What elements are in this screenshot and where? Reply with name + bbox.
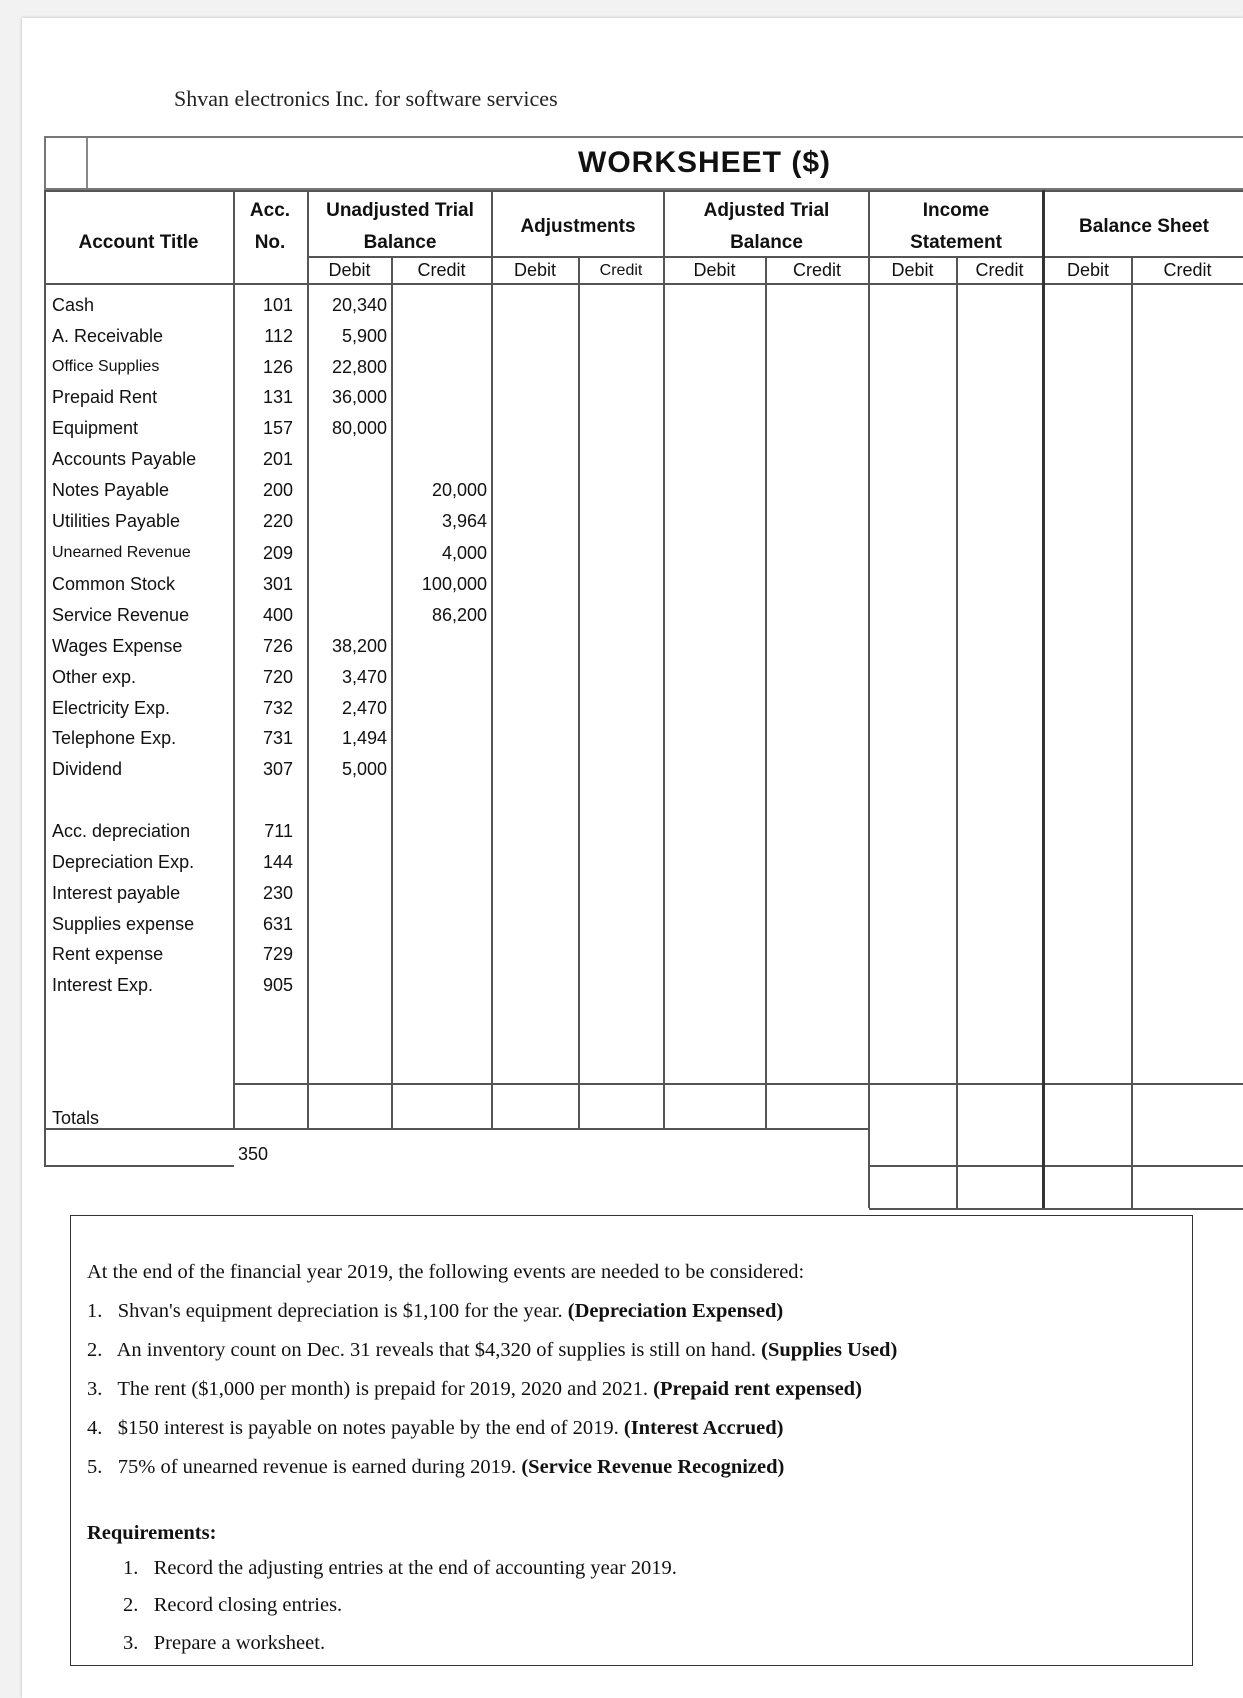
requirement-text: Record the adjusting entries at the end of accounting year 2019. (153, 1557, 677, 1579)
account-no-depreciation-exp: 144 (262, 852, 293, 872)
account-no-acc-depreciation: 711 (264, 821, 293, 841)
unadjusted-debit-cash: 20,340 (331, 295, 387, 315)
requirement-item (123, 1557, 677, 1580)
grid-line (44, 1165, 234, 1167)
requirements-title (87, 1522, 216, 1545)
account-no-dividend: 307 (262, 759, 293, 779)
unadjusted-debit-wages-expense: 38,200 (331, 636, 387, 656)
event-item (87, 1300, 783, 1323)
account-no-other-exp: 720 (262, 667, 293, 687)
account-no-office-supplies: 126 (262, 357, 293, 377)
event-text: $150 interest is payable on notes payable by the end of 2019. (117, 1417, 619, 1439)
account-title-service-revenue: Service Revenue (52, 605, 190, 625)
grid-line (1042, 190, 1045, 1208)
account-no-interest-payable: 230 (262, 883, 293, 903)
event-tag: (Supplies Used) (761, 1339, 898, 1361)
requirement-number: 3. (123, 1632, 139, 1654)
grid-line (44, 190, 869, 192)
unadjusted-debit-equipment: 80,000 (331, 418, 387, 438)
event-number: 4. (87, 1417, 103, 1439)
grid-line (1131, 256, 1133, 1208)
header-account-title: Account Title (78, 232, 199, 253)
account-no-prepaid-rent: 131 (262, 387, 293, 407)
grid-line (307, 190, 309, 1128)
unadjusted-credit-notes-payable: 20,000 (431, 480, 487, 500)
account-no-utilities-payable: 220 (262, 511, 293, 531)
subheader-credit: Credit (792, 260, 841, 280)
header-unadjusted-line2: Balance (363, 232, 437, 253)
account-title-depreciation-exp: Depreciation Exp. (52, 852, 195, 872)
grid-line (578, 256, 580, 1128)
header-adjusted-line2: Balance (730, 232, 803, 253)
unadjusted-credit-utilities-payable: 3,964 (441, 511, 487, 531)
subheader-credit: Credit (975, 260, 1024, 280)
grid-line (491, 190, 493, 1128)
header-income-line2: Statement (910, 232, 1002, 253)
requirement-text: Prepare a worksheet. (153, 1632, 326, 1654)
subheader-credit: Credit (1163, 260, 1212, 280)
grid-line (44, 283, 1243, 285)
account-title-equipment: Equipment (52, 418, 139, 438)
account-title-prepaid-rent: Prepaid Rent (52, 387, 158, 407)
account-no-common-stock: 301 (262, 574, 293, 594)
event-text: The rent ($1,000 per month) is prepaid for 2019, 2020 and 2021. (117, 1378, 648, 1400)
event-item (87, 1456, 784, 1479)
account-title-cash: Cash (52, 295, 95, 315)
account-title-other-exp: Other exp. (52, 667, 137, 687)
account-no-electricity-exp: 732 (262, 698, 293, 718)
unadjusted-debit-dividend: 5,000 (341, 759, 387, 779)
account-no-service-revenue: 400 (262, 605, 293, 625)
account-title-supplies-expense: Supplies expense (52, 914, 195, 934)
grid-line (956, 256, 958, 1208)
account-no-rent-expense: 729 (262, 944, 293, 964)
header-adjusted-line1: Adjusted Trial (703, 200, 830, 221)
account-no-wages-expense: 726 (262, 636, 293, 656)
event-number: 1. (87, 1300, 103, 1322)
header-unadjusted-line1: Unadjusted Trial (326, 200, 474, 221)
totals-label: Totals (52, 1108, 100, 1128)
account-no-unearned-revenue: 209 (262, 543, 293, 563)
event-tag: (Prepaid rent expensed) (653, 1378, 862, 1400)
subheader-debit: Debit (891, 260, 934, 280)
account-title-interest-exp: Interest Exp. (52, 975, 154, 995)
event-item (87, 1378, 862, 1401)
header-balance-sheet: Balance Sheet (1079, 216, 1209, 237)
account-title-dividend: Dividend (52, 759, 123, 779)
event-number: 2. (87, 1339, 103, 1361)
account-title-electricity-exp: Electricity Exp. (52, 698, 171, 718)
requirement-number: 1. (123, 1557, 139, 1579)
grid-line (391, 256, 393, 1128)
account-title-notes-payable: Notes Payable (52, 480, 170, 500)
event-number: 5. (87, 1456, 103, 1478)
account-title-acc-depreciation: Acc. depreciation (52, 821, 191, 841)
header-acc-no-line2: No. (254, 232, 286, 253)
unadjusted-debit-other-exp: 3,470 (341, 667, 387, 687)
header-income-line1: Income (922, 200, 990, 221)
grid-line (869, 1208, 1243, 1210)
event-text: Shvan's equipment depreciation is $1,100 for the year. (117, 1300, 563, 1322)
subheader-debit: Debit (693, 260, 736, 280)
account-title-office-supplies: Office Supplies (52, 358, 160, 375)
subheader-credit: Credit (599, 262, 643, 279)
event-item (87, 1339, 897, 1362)
company-name: Shvan electronics Inc. for software services (174, 86, 558, 111)
account-no-telephone-exp: 731 (262, 728, 293, 748)
event-text: 75% of unearned revenue is earned during 2019. (117, 1456, 517, 1478)
requirement-text: Record closing entries. (153, 1594, 343, 1616)
account-no-supplies-expense: 631 (262, 914, 293, 934)
requirement-item (123, 1594, 342, 1617)
subheader-debit: Debit (1066, 260, 1110, 280)
grid-line (233, 1083, 1243, 1085)
account-title-receivable: A. Receivable (52, 326, 164, 346)
notes-box (70, 1215, 1193, 1666)
requirement-item (123, 1632, 325, 1655)
account-title-telephone-exp: Telephone Exp. (52, 728, 177, 748)
requirement-number: 2. (123, 1594, 139, 1616)
account-title-rent-expense: Rent expense (52, 944, 164, 964)
account-no-equipment: 157 (262, 418, 293, 438)
notes-intro: At the end of the financial year 2019, the following events are needed to be considered: (87, 1261, 805, 1283)
event-item (87, 1417, 783, 1440)
event-text: An inventory count on Dec. 31 reveals that $4,320 of supplies is still on hand. (116, 1339, 757, 1361)
grid-line (765, 256, 767, 1128)
account-no-receivable: 112 (264, 326, 293, 346)
subheader-credit: Credit (417, 260, 466, 280)
subheader-debit: Debit (513, 260, 557, 280)
grid-line (233, 190, 235, 1128)
account-title-accounts-payable: Accounts Payable (52, 449, 197, 469)
account-no-notes-payable: 200 (262, 480, 293, 500)
grid-line (869, 190, 1243, 192)
grid-line (44, 1128, 869, 1130)
event-number: 3. (87, 1378, 103, 1400)
event-tag: (Service Revenue Recognized) (521, 1456, 785, 1478)
worksheet-title: WORKSHEET ($) (578, 146, 831, 179)
unadjusted-debit-telephone-exp: 1,494 (341, 728, 387, 748)
subheader-debit: Debit (328, 260, 371, 280)
account-no-interest-exp: 905 (262, 975, 293, 995)
unadjusted-debit-receivable: 5,900 (341, 326, 387, 346)
unadjusted-debit-prepaid-rent: 36,000 (331, 387, 387, 407)
unadjusted-debit-electricity-exp: 2,470 (341, 698, 387, 718)
unadjusted-debit-office-supplies: 22,800 (331, 357, 387, 377)
footer-number: 350 (238, 1144, 269, 1164)
grid-line (868, 190, 870, 1208)
grid-line (869, 1165, 1243, 1167)
account-title-interest-payable: Interest payable (52, 883, 181, 903)
account-title-common-stock: Common Stock (52, 574, 176, 594)
event-tag: (Interest Accrued) (623, 1417, 784, 1439)
grid-line (663, 190, 665, 1128)
header-acc-no-line1: Acc. (249, 200, 291, 221)
account-title-unearned-revenue: Unearned Revenue (52, 544, 191, 561)
unadjusted-credit-service-revenue: 86,200 (431, 605, 487, 625)
event-tag: (Depreciation Expensed) (567, 1300, 784, 1322)
grid-line (44, 190, 46, 1165)
unadjusted-credit-common-stock: 100,000 (421, 574, 487, 594)
account-no-cash: 101 (262, 295, 293, 315)
requirements-heading: Requirements: (87, 1522, 217, 1544)
account-title-utilities-payable: Utilities Payable (52, 511, 181, 531)
account-no-accounts-payable: 201 (262, 449, 293, 469)
account-title-wages-expense: Wages Expense (52, 636, 183, 656)
unadjusted-credit-unearned-revenue: 4,000 (441, 543, 487, 563)
header-adjustments: Adjustments (520, 216, 636, 237)
